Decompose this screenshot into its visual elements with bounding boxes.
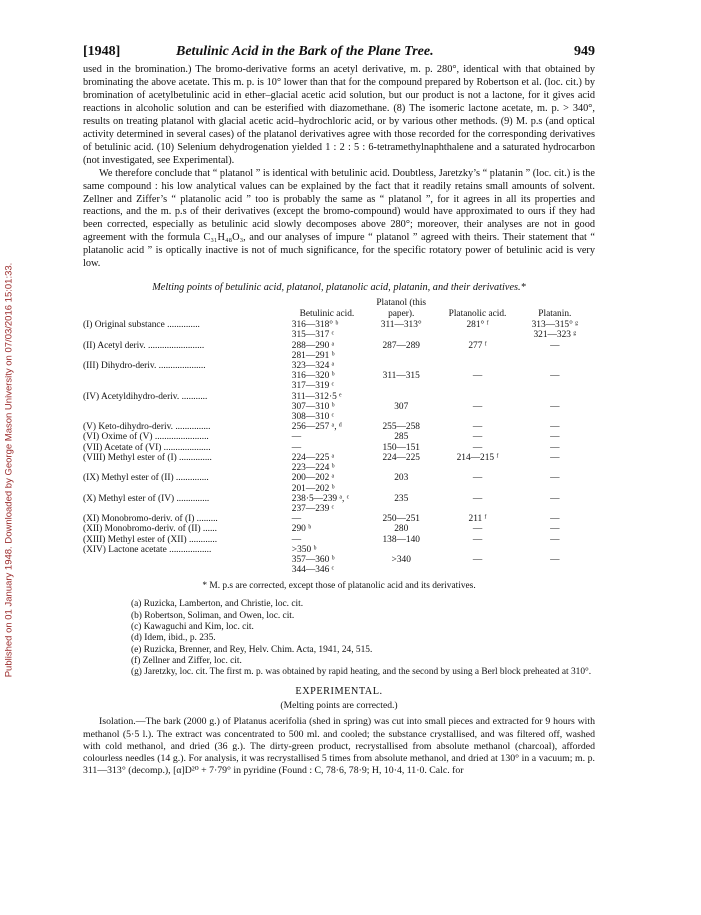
compound-cell	[83, 565, 288, 575]
compound-cell: (I) Original substance ..............	[83, 320, 200, 331]
table-row	[83, 371, 595, 381]
melting-point-cell: —	[550, 371, 560, 382]
melting-point-cell: 281—291 ᵇ	[291, 350, 335, 361]
melting-point-cell	[515, 565, 595, 575]
melting-point-cell: >340	[391, 554, 411, 565]
melting-point-cell	[362, 565, 440, 575]
melting-point-cell: 200—202 ᵃ	[291, 473, 335, 484]
table-row	[83, 432, 595, 442]
melting-point-cell: 315—317 ᶜ	[291, 330, 335, 341]
running-header	[83, 44, 595, 64]
table-row	[83, 463, 595, 473]
table-footnote: * M. p.s are corrected, except those of platanolic acid and its derivatives.	[202, 581, 476, 592]
compound-cell	[83, 351, 288, 361]
table-row	[83, 504, 595, 514]
melting-point-cell: —	[550, 514, 560, 525]
compound-cell	[83, 330, 288, 340]
body-text	[83, 64, 595, 271]
journal-page	[83, 44, 595, 777]
melting-point-cell: 290 ᵇ	[291, 524, 312, 535]
melting-point-cell: 203	[394, 473, 409, 484]
paragraph: used in the bromination.) The bromo-derivative forms an acetyl derivative, m. p. 280°, identical with that obtained by brominating the above acetate. This m. p. is 10° lower than that for the compound prepared by Robertson et al. (loc. cit.) by bromination of acetylbetulinic acid in ether–glacial acetic acid solution, but our product is not a lactone, for it gives acid reactions in alcoholic solution and can be esterified with diazomethane. (8) The isomeric lactone acetate, m. p. > 340°, results on treating platanol with glacial acetic acid–hydrochloric acid, or by various other methods. (9) M. p.s (and optical activity determined in several cases) of the platanol derivatives agree with those recorded for the corresponding derivatives of betulinic acid. (10) Selenium dehydrogenation yielded 1 : 2 : 5 : 6-tetramethylnaphthalene and a saturated hydrocarbon (not investigated, see Experimental).	[83, 64, 595, 166]
melting-point-cell: 256—257 ᵃ, ᵈ	[291, 422, 342, 433]
paragraph: Isolation.—The bark (2000 g.) of Platanus acerifolia (shed in spring) was cut into small pieces and extracted for 9 hours with methanol (5·5 l.). The extract was concentrated to 500 ml. and cooled; the substance crystallised, and was filtered off, washed with cold methanol, and dried (36 g.). The dirty-green product, recrystallised from absolute methanol (charcoal), afforded colourless needles (14 g.). For analysis, it was recrystallised 5 times from absolute methanol, and dried at 130° in a vacuum; m. p. 311—313° (decomp.), [α]D²⁰ + 7·79° in pyridine (Found : C, 78·6, 78·9; H, 10·4, 11·0. Calc. for	[83, 716, 595, 776]
compound-cell	[83, 555, 288, 565]
melting-point-cell: 308—310 ᶜ	[291, 412, 335, 423]
melting-point-cell: 344—346 ᶜ	[291, 565, 335, 576]
table-row	[83, 381, 595, 391]
melting-point-cell	[515, 392, 595, 402]
table-row	[83, 565, 595, 575]
melting-point-cell: 138—140	[382, 534, 420, 545]
compound-cell: (IX) Methyl ester of (II) ..............	[83, 473, 209, 484]
melting-point-cell: 224—225 ᵃ	[291, 452, 335, 463]
melting-point-cell: —	[550, 401, 560, 412]
compound-cell: (XIV) Lactone acetate ..................	[83, 544, 212, 555]
compound-cell: (XII) Monobromo-deriv. of (II) ......	[83, 524, 217, 535]
compound-cell: (V) Keto-dihydro-deriv. ...............	[83, 422, 211, 433]
compound-cell: (X) Methyl ester of (IV) ..............	[83, 493, 210, 504]
table-header-cell: Platanolic acid.	[448, 309, 507, 320]
table-row	[83, 494, 595, 504]
table-row	[83, 453, 595, 463]
melting-point-cell	[515, 463, 595, 473]
table-row	[83, 484, 595, 494]
section-subtitle: (Melting points are corrected.)	[280, 700, 398, 712]
melting-point-cell	[362, 463, 440, 473]
melting-point-cell: —	[472, 493, 483, 504]
melting-point-cell	[362, 351, 440, 361]
reference-item: (b) Robertson, Soliman, and Owen, loc. cit.	[131, 610, 295, 621]
compound-cell: (VIII) Methyl ester of (I) ..............	[83, 452, 212, 463]
melting-point-cell: —	[472, 554, 483, 565]
melting-point-cell: 281° ᶠ	[466, 320, 489, 331]
compound-cell	[83, 463, 288, 473]
melting-point-cell	[440, 392, 514, 402]
melting-point-cell: 311—313°	[380, 320, 422, 331]
melting-point-cell: —	[550, 422, 560, 433]
melting-point-cell: —	[550, 473, 560, 484]
melting-point-cell: —	[550, 442, 560, 453]
header-year: [1948]	[83, 44, 121, 59]
melting-point-cell: 224—225	[382, 452, 420, 463]
compound-cell: (III) Dihydro-deriv. ....................	[83, 361, 206, 372]
melting-point-cell: —	[550, 493, 560, 504]
table-row	[83, 555, 595, 565]
melting-point-cell: 250—251	[382, 514, 420, 525]
table-row	[83, 443, 595, 453]
melting-point-cell: —	[472, 432, 483, 443]
melting-point-cell: 311—312·5 ᵉ	[291, 391, 342, 402]
melting-point-cell: —	[472, 371, 483, 382]
table-header-cell: Betulinic acid.	[299, 309, 355, 320]
melting-point-cell	[440, 381, 514, 391]
melting-point-cell	[362, 361, 440, 371]
melting-point-cell	[515, 545, 595, 555]
melting-point-cell: 277 ᶠ	[468, 340, 487, 351]
table-row	[83, 402, 595, 412]
compound-cell	[83, 371, 288, 381]
melting-point-cell: 317—319 ᶜ	[291, 381, 335, 392]
table-row	[83, 514, 595, 524]
table-row	[83, 535, 595, 545]
header-title: Betulinic Acid in the Bark of the Plane Tree.	[176, 44, 434, 59]
download-watermark-text: Published on 01 January 1948. Downloaded by George Mason University on 07/03/2016 15:01:33.	[3, 262, 15, 678]
melting-point-cell	[440, 565, 514, 575]
compound-cell: (VI) Oxime of (V) .......................	[83, 432, 209, 443]
melting-point-cell: 307—310 ᵇ	[291, 401, 335, 412]
reference-item: (e) Ruzicka, Brenner, and Rey, Helv. Chim. Acta, 1941, 24, 515.	[131, 644, 373, 655]
melting-point-cell	[515, 381, 595, 391]
table-row	[83, 524, 595, 534]
melting-point-cell: 285	[394, 432, 409, 443]
compound-cell	[83, 402, 288, 412]
melting-point-cell	[515, 412, 595, 422]
compound-cell: (II) Acetyl deriv. ........................	[83, 340, 205, 351]
compound-cell	[83, 412, 288, 422]
melting-point-cell	[515, 484, 595, 494]
melting-point-cell: 150—151	[382, 442, 420, 453]
melting-point-cell: —	[550, 432, 560, 443]
melting-point-cell	[362, 392, 440, 402]
table-header-row	[83, 298, 595, 320]
melting-point-cell	[362, 381, 440, 391]
table-row	[83, 392, 595, 402]
melting-point-cell: 316—318° ᵇ	[291, 320, 339, 331]
melting-point-cell: —	[291, 534, 302, 545]
table-row	[83, 361, 595, 371]
melting-point-cell	[440, 463, 514, 473]
melting-point-cell: —	[550, 452, 560, 463]
melting-point-cell: 287—289	[382, 340, 420, 351]
reference-item: (f) Zellner and Ziffer, loc. cit.	[131, 655, 242, 666]
reference-list	[83, 599, 595, 678]
melting-point-cell: —	[472, 524, 483, 535]
melting-point-cell: —	[472, 401, 483, 412]
section-title: EXPERIMENTAL.	[295, 686, 383, 698]
melting-point-cell	[362, 504, 440, 514]
experimental-text	[83, 716, 595, 776]
melting-point-cell: 357—360 ᵇ	[291, 554, 335, 565]
melting-point-cell: 288—290 ᵃ	[291, 340, 335, 351]
melting-point-cell: 316—320 ᵇ	[291, 371, 335, 382]
table-header-cell	[83, 298, 288, 320]
melting-point-cell	[362, 545, 440, 555]
melting-point-cell: 238·5—239 ᵃ, ᶜ	[291, 493, 350, 504]
table-row	[83, 320, 595, 330]
paragraph: We therefore conclude that “ platanol ” is identical with betulinic acid. Doubtless, Jaretzky’s “ platanin ” (loc. cit.) is the same compound : his low analytical values can be explained by the fact that it readily retains small amounts of solvent. Zellner and Ziffer’s “ platanolic acid ” too is probably the same as “ platanol ”, for it agrees in all its properties and reactions, and the m. p.s of their derivatives (except the bromo-compound) would have approximated to ours if they had been corrected, especially as betulinic acid slowly decomposes above 280°; moreover, their analyses are not in good agreement with the formula C₃₁H₄₈O₃, and our analyses of impure “ platanol ” agreed with theirs. Their statement that “ platanolic acid ” is optically inactive is not of much significance, for the specific rotatory power of betulinic acid is very low.	[83, 167, 595, 270]
table-row	[83, 412, 595, 422]
table-row	[83, 330, 595, 340]
melting-point-cell: —	[291, 442, 302, 453]
melting-point-cell: 313—315° ᵍ	[531, 320, 579, 331]
melting-point-cell	[440, 412, 514, 422]
melting-point-cell	[515, 361, 595, 371]
melting-point-cell: —	[550, 524, 560, 535]
compound-cell	[83, 504, 288, 514]
melting-point-cell: —	[550, 340, 560, 351]
melting-points-table	[83, 298, 595, 575]
table-row	[83, 473, 595, 483]
reference-item: (c) Kawaguchi and Kim, loc. cit.	[131, 621, 254, 632]
melting-point-cell	[440, 504, 514, 514]
melting-point-cell	[440, 361, 514, 371]
compound-cell	[83, 381, 288, 391]
table-row	[83, 341, 595, 351]
melting-point-cell: 307	[394, 401, 409, 412]
compound-cell: (XI) Monobromo-deriv. of (I) .........	[83, 514, 218, 525]
reference-item: (a) Ruzicka, Lamberton, and Christie, loc. cit.	[131, 599, 304, 610]
melting-point-cell: —	[291, 514, 302, 525]
melting-point-cell	[362, 484, 440, 494]
table-header-cell: Platanin.	[538, 309, 572, 320]
compound-cell: (XIII) Methyl ester of (XII) ............	[83, 534, 218, 545]
reference-item: (d) Idem, ibid., p. 235.	[131, 633, 216, 644]
melting-point-cell: 321—323 ᵍ	[533, 330, 577, 341]
melting-point-cell: 201—202 ᵇ	[291, 483, 335, 494]
melting-point-cell: —	[291, 432, 302, 443]
melting-point-cell	[515, 504, 595, 514]
melting-point-cell: >350 ᵇ	[291, 544, 317, 555]
melting-point-cell	[440, 545, 514, 555]
melting-point-cell	[440, 351, 514, 361]
melting-point-cell	[440, 330, 514, 340]
melting-point-cell: 311—315	[382, 371, 420, 382]
melting-point-cell: —	[550, 534, 560, 545]
table-header-cell: Platanol (this paper).	[376, 298, 427, 320]
table-caption: Melting points of betulinic acid, platanol, platanolic acid, platanin, and their derivatives.*	[152, 282, 526, 294]
melting-point-cell: 214—215 ᶠ	[456, 452, 499, 463]
table-row	[83, 351, 595, 361]
melting-point-cell: —	[472, 534, 483, 545]
melting-point-cell: 255—258	[382, 422, 420, 433]
melting-point-cell: —	[550, 554, 560, 565]
reference-item: (g) Jaretzky, loc. cit. The first m. p. was obtained by rapid heating, and the second by using a Berl block preheated at 310°.	[131, 667, 592, 678]
download-watermark	[2, 120, 16, 820]
melting-point-cell	[362, 330, 440, 340]
melting-point-cell: 323—324 ᵃ	[291, 361, 335, 372]
melting-point-cell	[440, 484, 514, 494]
melting-point-cell	[362, 412, 440, 422]
compound-cell	[83, 484, 288, 494]
melting-point-cell: 237—239 ᶜ	[291, 503, 335, 514]
table-row	[83, 422, 595, 432]
table-body	[83, 320, 595, 575]
table-row	[83, 545, 595, 555]
compound-cell: (IV) Acetyldihydro-deriv. ...........	[83, 391, 208, 402]
melting-point-cell: —	[472, 442, 483, 453]
melting-point-cell: 211 ᶠ	[468, 514, 487, 525]
melting-point-cell: 280	[394, 524, 409, 535]
melting-point-cell	[515, 351, 595, 361]
melting-point-cell: 223—224 ᵇ	[291, 463, 335, 474]
melting-point-cell: —	[472, 473, 483, 484]
melting-point-cell: —	[472, 422, 483, 433]
page-number: 949	[574, 44, 595, 59]
compound-cell: (VII) Acetate of (VI) ....................	[83, 442, 211, 453]
melting-point-cell: 235	[394, 493, 409, 504]
